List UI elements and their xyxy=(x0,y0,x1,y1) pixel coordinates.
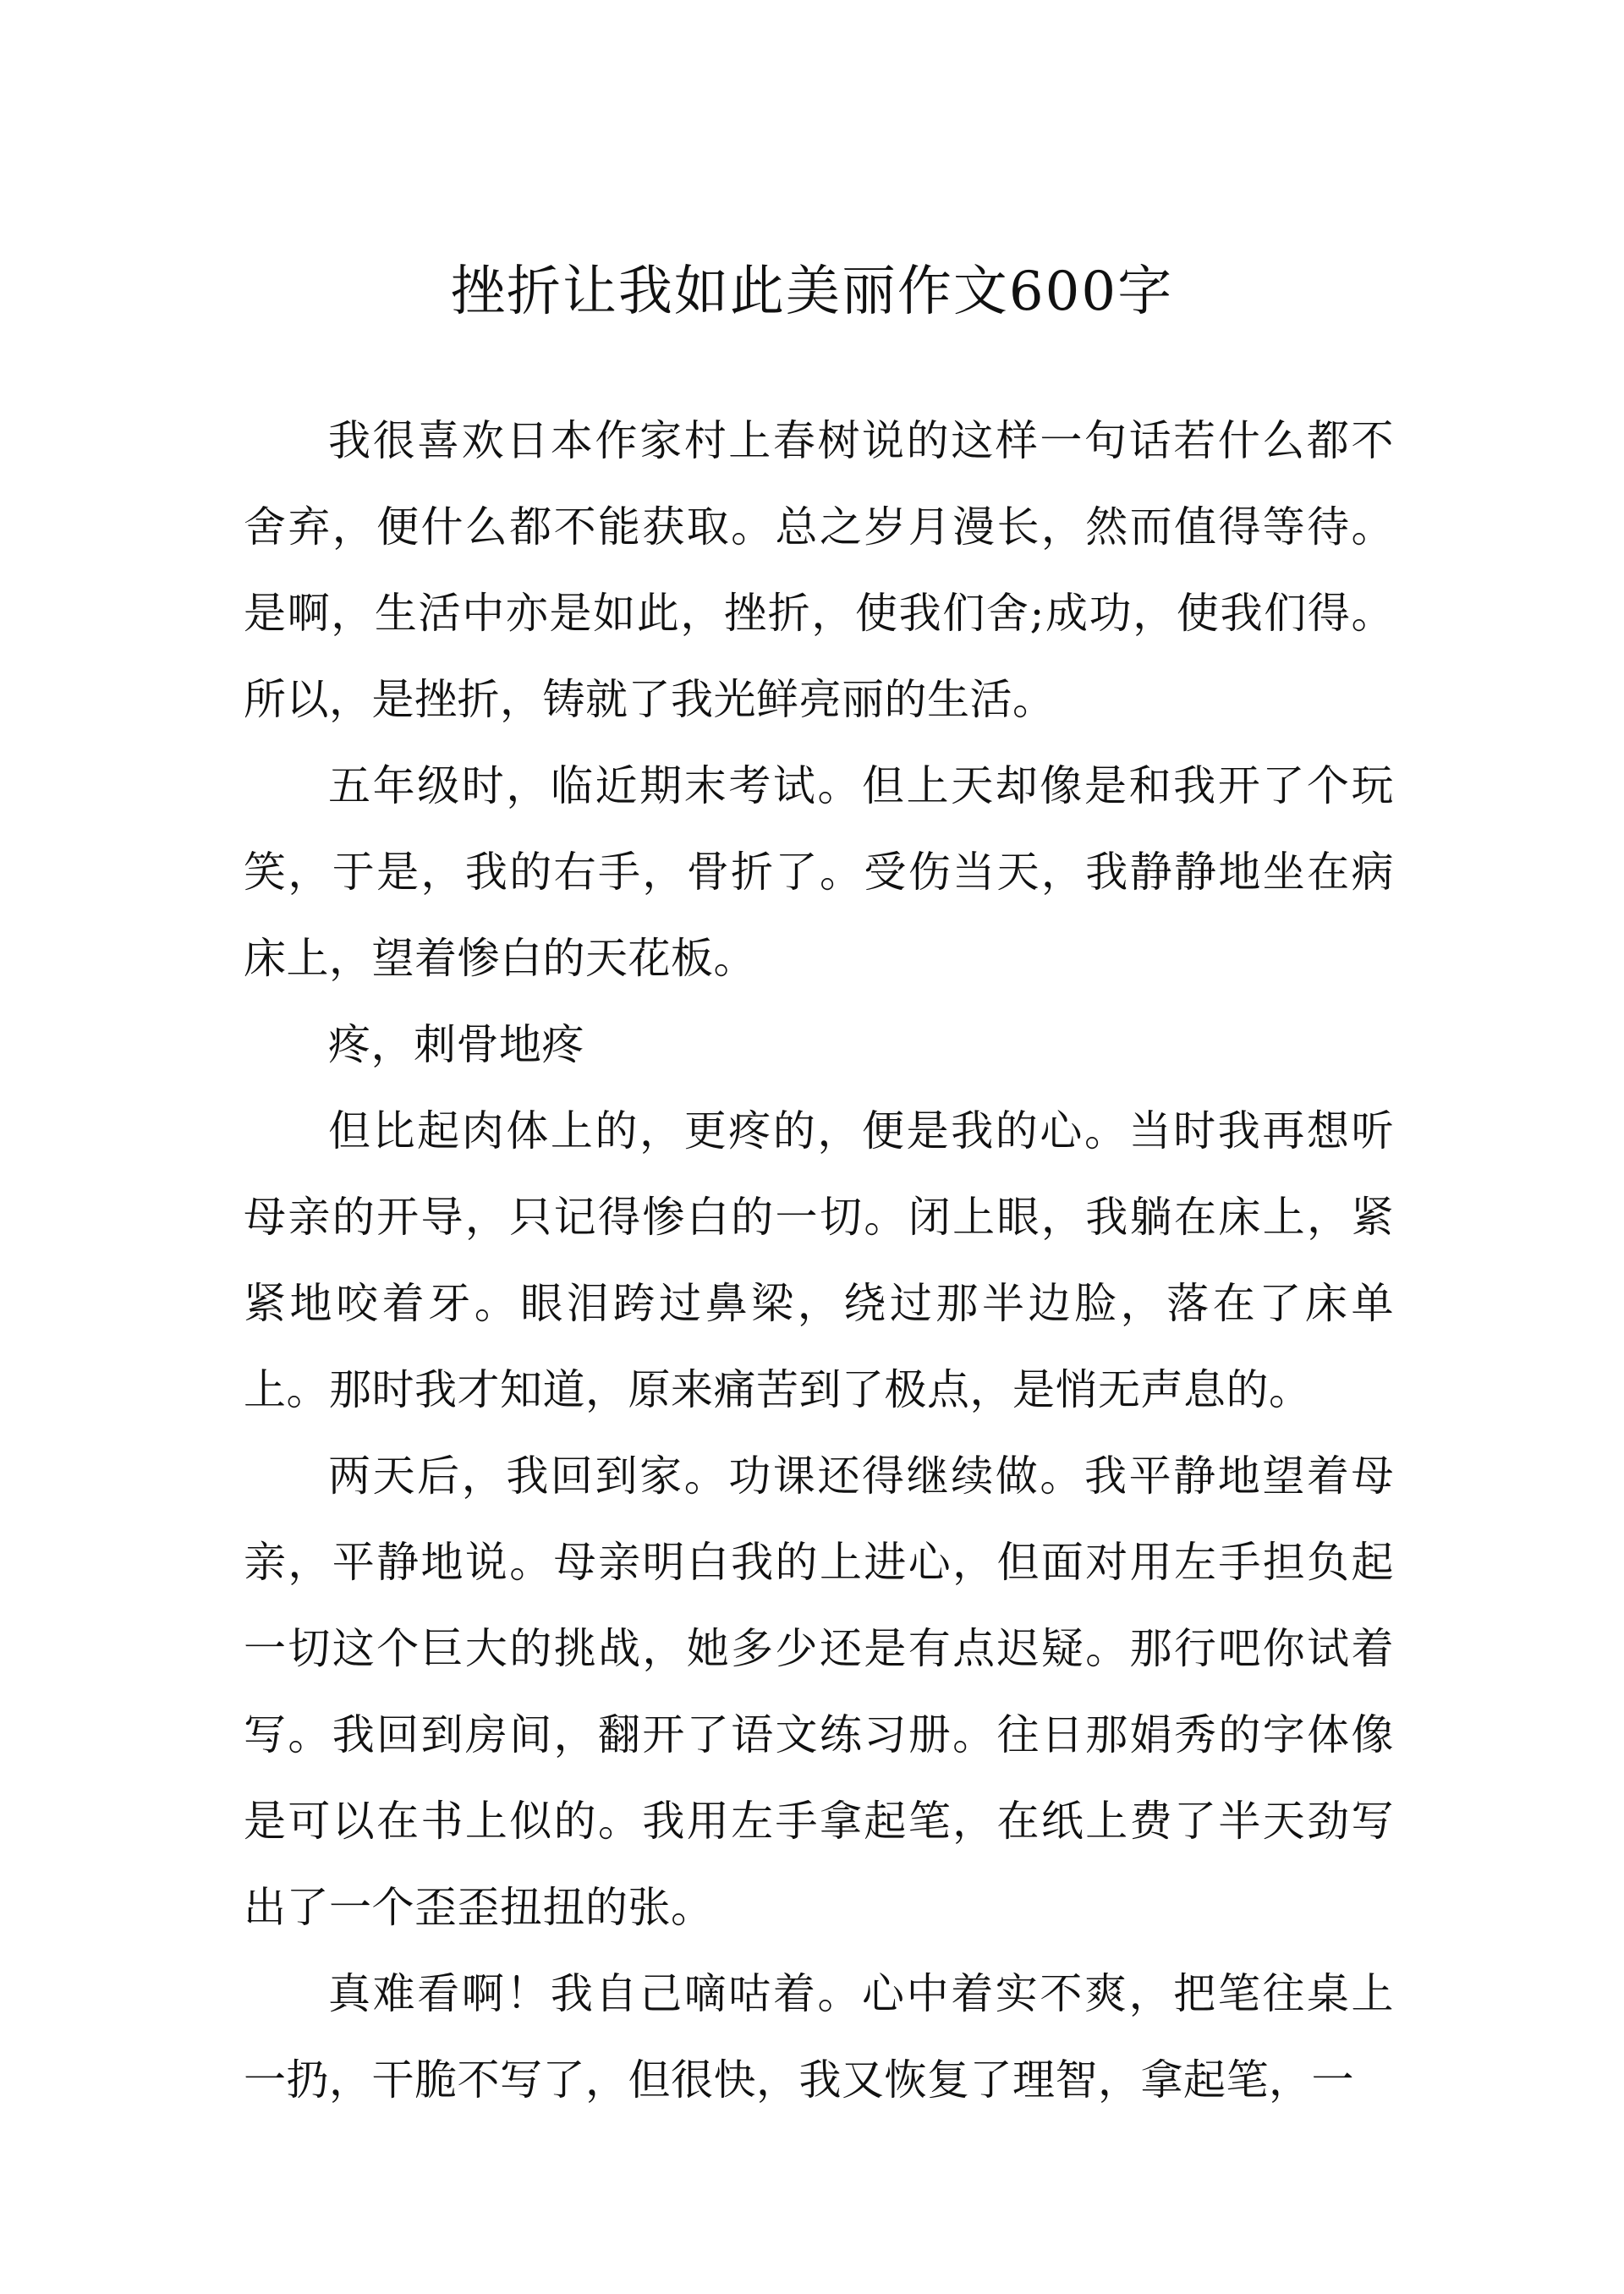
paragraph: 疼，刺骨地疼 xyxy=(328,1020,584,1069)
paragraph: 五年级时，临近期末考试。但上天却像是和我开了个玩笑，于是，我的右手，骨折了。受伤当天，我静静地坐在病床上，望着惨白的天花板。 xyxy=(244,761,1394,983)
paragraph: 真难看啊！我自己嘀咕着。心中着实不爽，把笔往桌上一扔，干脆不写了，但很快，我又恢复了理智，拿起笔，一 xyxy=(244,1969,1394,2105)
paragraph: 我很喜欢日本作家村上春树说的这样一句话若什么都不舍弃，便什么都不能获取。总之岁月漫长，然而值得等待。是啊，生活中亦是如此，挫折，使我们舍;成功，使我们得。所以，是挫折，铸就了我光鲜亮丽的生活。 xyxy=(244,416,1394,724)
document-body xyxy=(244,398,1394,2123)
document-title: 挫折让我如此美丽作文600字 xyxy=(450,261,1174,323)
paragraph: 但比起肉体上的，更疼的，便是我的心。当时我再想听母亲的开导，只记得惨白的一切。闭上眼，我躺在床上，紧紧地咬着牙。眼泪跨过鼻梁，绕过那半边脸，落在了床单上。那时我才知道，原来痛苦到了极点，是悄无声息的。 xyxy=(244,1106,1394,1414)
paragraph: 两天后，我回到家。功课还得继续做。我平静地望着母亲，平静地说。母亲明白我的上进心，但面对用左手担负起一切这个巨大的挑战，她多少还是有点迟疑。那行吧你试着写。我回到房间，翻开了语文练习册。往日那娟秀的字体像是可以在书上似的。我用左手拿起笔，在纸上费了半天劲写出了一个歪歪扭扭的张。 xyxy=(244,1452,1394,1932)
